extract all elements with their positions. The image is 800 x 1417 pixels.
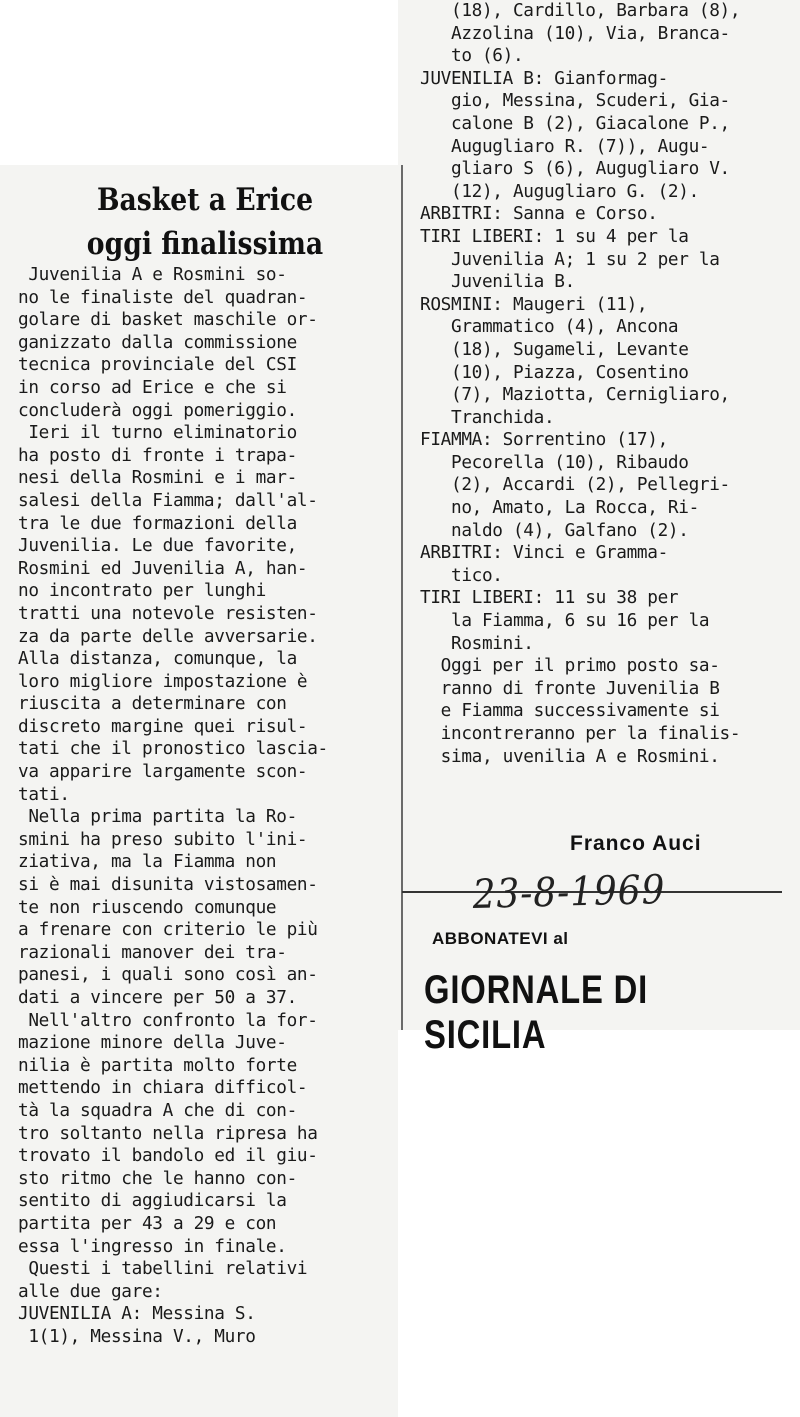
- author-byline: Franco Auci: [570, 832, 702, 855]
- left-column-text: Juvenilia A e Rosmini so- no le finaliste del quadran- golare di basket maschile or- ganizzato dalla commissione tecnica provinciale del CSI in corso ad Erice e che si concluderà oggi pomeriggio. Ieri il turno eliminatorio ha posto di fronte i trapa- nesi della Rosmini e i mar- salesi della Fiamma; dall'al- tra le due formazioni della Juvenilia. Le due favorite, Rosmini ed Juvenilia A, han- no incontrato per lunghi tratti una notevole resisten- za da parte delle avversarie. Alla distanza, comunque, la loro migliore impostazione è riuscita a determinare con discreto margine quei risul- tati che il pronostico lascia- va apparire largamente scon- tati. Nella prima partita la Ro- smini ha preso subito l'ini- ziativa, ma la Fiamma non si è mai disunita vistosamen- te non riuscendo comunque a frenare con criterio le più razionali manover dei tra- panesi, i quali sono così an- dati a vincere per 50 a 37. Nell'altro confronto la for- mazione minore della Juve- nilia è partita molto forte mettendo in chiara difficol- tà la squadra A che di con- tro soltanto nella ripresa ha trovato il bandolo ed il giu- sto ritmo che le hanno con- sentito di aggiudicarsi la partita per 43 a 29 e con essa l'ingresso in finale. Questi i tabellini relativi alle due gare: JUVENILIA A: Messina S. 1(1), Messina V., Muro: [18, 264, 328, 1347]
- advertisement-tagline: ABBONATEVI al: [432, 929, 569, 948]
- headline-line-1: Basket a Erice: [96, 182, 314, 218]
- article-headline: [46, 178, 364, 266]
- handwritten-date: 23-8-1969: [472, 866, 666, 918]
- advertisement-newspaper-name: GIORNALE DI SICILIA: [424, 968, 649, 1057]
- right-column-text: (18), Cardillo, Barbara (8), Azzolina (10), Via, Branca- to (6). JUVENILIA B: Gianformag- gio, Messina, Scuderi, Gia- calone B (2), Giacalone P., Augugliaro R. (7)), Augu- gliaro S (6), Augugliaro V. (12), Augugliaro G. (2). ARBITRI: Sanna e Corso. TIRI LIBERI: 1 su 4 per la Juvenilia A; 1 su 2 per la Juvenilia B. ROSMINI: Maugeri (11), Grammatico (4), Ancona (18), Sugameli, Levante (10), Piazza, Cosentino (7), Maziotta, Cernigliaro, Tranchida. FIAMMA: Sorrentino (17), Pecorella (10), Ribaudo (2), Accardi (2), Pellegri- no, Amato, La Rocca, Ri- naldo (4), Galfano (2). ARBITRI: Vinci e Gramma- tico. TIRI LIBERI: 11 su 38 per la Fiamma, 6 su 16 per la Rosmini. Oggi per il primo posto sa- ranno di fronte Juvenilia B e Fiamma successivamente si incontreranno per la finalis- sima, uvenilia A e Rosmini.: [420, 0, 741, 767]
- headline-line-2: oggi finalissima: [86, 226, 324, 262]
- column-divider: [401, 165, 403, 1030]
